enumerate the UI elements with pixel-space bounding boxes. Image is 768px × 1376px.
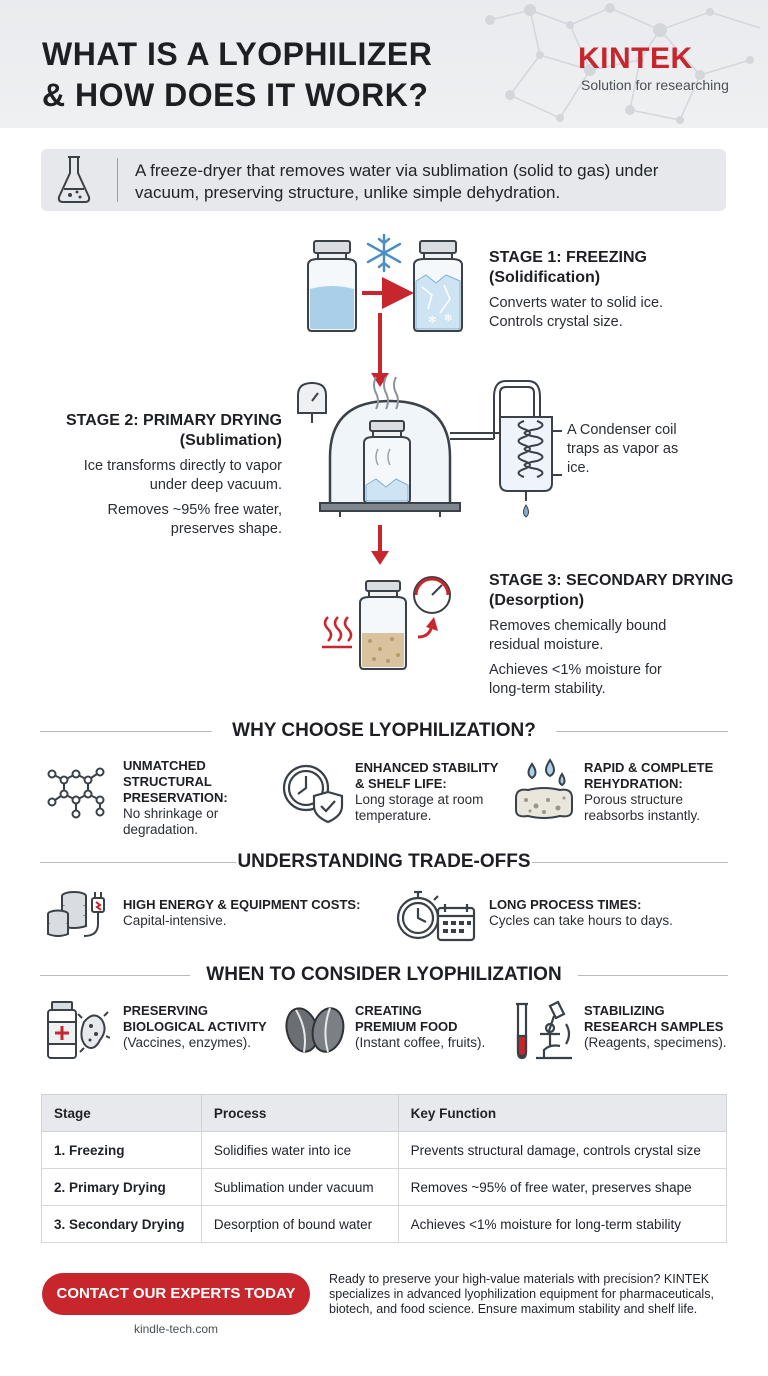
when-item-1-title-1: PRESERVING: [123, 1003, 209, 1018]
tradeoff-item-2-title: LONG PROCESS TIMES:: [489, 897, 642, 912]
stage-3-block: [489, 571, 759, 699]
coins-plug-icon: [44, 884, 114, 944]
stage-1-text-1: Converts water to solid ice.: [489, 295, 664, 311]
stage-3-text-4: long-term stability.: [489, 681, 606, 697]
why-item-3-title-2: REHYDRATION:: [584, 776, 683, 791]
stage-2-text-2: under deep vacuum.: [149, 477, 282, 493]
when-heading: WHEN TO CONSIDER LYOPHILIZATION: [206, 964, 562, 985]
why-item-2-title-2: & SHELF LIFE:: [355, 776, 447, 791]
svg-text:✻: ✻: [428, 315, 437, 326]
when-item-2: [355, 1003, 515, 1051]
tradeoffs-heading: UNDERSTANDING TRADE-OFFS: [237, 851, 531, 872]
when-item-3-title-1: STABILIZING: [584, 1003, 665, 1018]
why-item-1-text-2: degradation.: [123, 822, 199, 837]
table-cell: Removes ~95% of free water, preserves shape: [398, 1169, 726, 1206]
table-cell: Desorption of bound water: [201, 1206, 398, 1243]
why-item-2-text-2: temperature.: [355, 808, 432, 823]
table-header-stage: Stage: [42, 1095, 202, 1132]
why-item-2: [355, 760, 515, 824]
condenser-text-1: A Condenser coil: [567, 422, 677, 438]
vial-ice-icon: [414, 241, 462, 331]
stage-1-text-2: Controls crystal size.: [489, 314, 623, 330]
condenser-coil-icon: [500, 417, 562, 517]
condenser-text-3: ice.: [567, 460, 590, 476]
why-heading: WHY CHOOSE LYOPHILIZATION?: [232, 720, 536, 741]
brand-tagline: Solution for researching: [581, 77, 729, 93]
title-line-1: WHAT IS A LYOPHILIZER: [42, 36, 433, 72]
why-item-1-title-3: PRESERVATION:: [123, 790, 228, 805]
tradeoffs-rule-left: [40, 862, 236, 863]
table-cell: Prevents structural damage, controls crystal size: [398, 1132, 726, 1169]
vial-bacteria-icon: [44, 1000, 110, 1062]
sponge-drops-icon: [510, 758, 578, 824]
website-link[interactable]: kindle-tech.com: [133, 1322, 219, 1336]
tradeoffs-rule-right: [532, 862, 728, 863]
condenser-text-2: traps as vapor as: [567, 441, 679, 457]
definition-text: A freeze-dryer that removes water via sublimation (solid to gas) under vacuum, preserving structure, unlike simple dehydration.: [135, 161, 659, 202]
when-item-2-title-2: PREMIUM FOOD: [355, 1019, 458, 1034]
when-item-1: [123, 1003, 273, 1051]
page-title: [42, 34, 502, 116]
vial-dried-icon: [322, 577, 450, 669]
stage-3-text-2: residual moisture.: [489, 637, 604, 653]
why-item-1-title-2: STRUCTURAL: [123, 774, 212, 789]
brand-logo: KINTEK: [578, 42, 693, 75]
tradeoff-item-2: [489, 897, 739, 929]
stage-2-block: [24, 411, 282, 539]
table-cell: Solidifies water into ice: [201, 1132, 398, 1169]
why-item-2-title-1: ENHANCED STABILITY: [355, 760, 499, 775]
why-item-1-text-1: No shrinkage or: [123, 806, 219, 821]
pressure-gauge-icon: [298, 383, 326, 423]
table-cell: 3. Secondary Drying: [42, 1206, 202, 1243]
when-item-3-title-2: RESEARCH SAMPLES: [584, 1019, 724, 1034]
stage-2-subtitle: (Sublimation): [179, 432, 282, 449]
when-item-2-text: (Instant coffee, fruits).: [355, 1035, 486, 1050]
when-item-1-text: (Vaccines, enzymes).: [123, 1035, 252, 1050]
table-header-row: [42, 1095, 727, 1132]
title-line-2: & HOW DOES IT WORK?: [42, 77, 429, 113]
when-item-3-text: (Reagents, specimens).: [584, 1035, 727, 1050]
why-item-3: [584, 760, 744, 824]
stage-3-title: STAGE 3: SECONDARY DRYING: [489, 572, 734, 589]
table-header-key-function: Key Function: [398, 1095, 726, 1132]
svg-text:✻: ✻: [444, 313, 453, 324]
summary-table: [41, 1094, 727, 1243]
table-row: [42, 1206, 727, 1243]
table-cell: 2. Primary Drying: [42, 1169, 202, 1206]
tradeoff-item-1: [123, 897, 373, 929]
tradeoff-item-1-text: Capital-intensive.: [123, 913, 227, 928]
table-row: [42, 1132, 727, 1169]
when-item-3: [584, 1003, 744, 1051]
stage-1-title: STAGE 1: FREEZING: [489, 249, 647, 266]
when-item-2-title-1: CREATING: [355, 1003, 422, 1018]
stopwatch-calendar-icon: [394, 886, 478, 944]
coffee-beans-icon: [282, 1000, 348, 1058]
vial-water-icon: [308, 241, 356, 331]
stage-2-text-3: Removes ~95% free water,: [107, 502, 282, 518]
footer-text: Ready to preserve your high-value materials with precision? KINTEK specializes in advanced lyophilization equipment for pharmaceuticals, biotech, and food science. Ensure maximum stability and shelf life.: [329, 1272, 714, 1316]
when-rule-right: [578, 975, 728, 976]
table-cell: 1. Freezing: [42, 1132, 202, 1169]
why-item-1: [123, 758, 263, 838]
table-cell: Achieves <1% moisture for long-term stability: [398, 1206, 726, 1243]
condenser-note: [567, 421, 747, 478]
table-cell: Sublimation under vacuum: [201, 1169, 398, 1206]
why-item-3-title-1: RAPID & COMPLETE: [584, 760, 714, 775]
snowflake-icon: [368, 235, 400, 271]
why-item-3-text-2: reabsorbs instantly.: [584, 808, 701, 823]
table-header-process: Process: [201, 1095, 398, 1132]
why-item-1-title-1: UNMATCHED: [123, 758, 206, 773]
why-rule-left: [40, 731, 212, 732]
when-item-1-title-2: BIOLOGICAL ACTIVITY: [123, 1019, 267, 1034]
definition-divider: [117, 158, 118, 202]
tradeoff-item-1-title: HIGH ENERGY & EQUIPMENT COSTS:: [123, 897, 361, 912]
stage-2-text-1: Ice transforms directly to vapor: [83, 458, 282, 474]
stage-1-subtitle: (Solidification): [489, 269, 601, 286]
clock-shield-icon: [280, 760, 346, 824]
stage-3-subtitle: (Desorption): [489, 592, 585, 609]
contact-experts-button[interactable]: CONTACT OUR EXPERTS TODAY: [42, 1273, 310, 1315]
stage-2-title: STAGE 2: PRIMARY DRYING: [65, 412, 282, 429]
why-item-3-text-1: Porous structure: [584, 792, 684, 807]
when-rule-left: [40, 975, 190, 976]
flask-icon: [56, 153, 92, 207]
microscope-tube-icon: [510, 1000, 578, 1062]
stage-3-text-3: Achieves <1% moisture for: [489, 662, 662, 678]
tradeoff-item-2-text: Cycles can take hours to days.: [489, 913, 673, 928]
why-rule-right: [556, 731, 728, 732]
molecule-icon: [42, 758, 112, 826]
table-row: [42, 1169, 727, 1206]
stage-2-text-4: preserves shape.: [170, 521, 282, 537]
stage-1-block: [489, 248, 749, 332]
why-item-2-text-1: Long storage at room: [355, 792, 484, 807]
stage-3-text-1: Removes chemically bound: [489, 618, 667, 634]
